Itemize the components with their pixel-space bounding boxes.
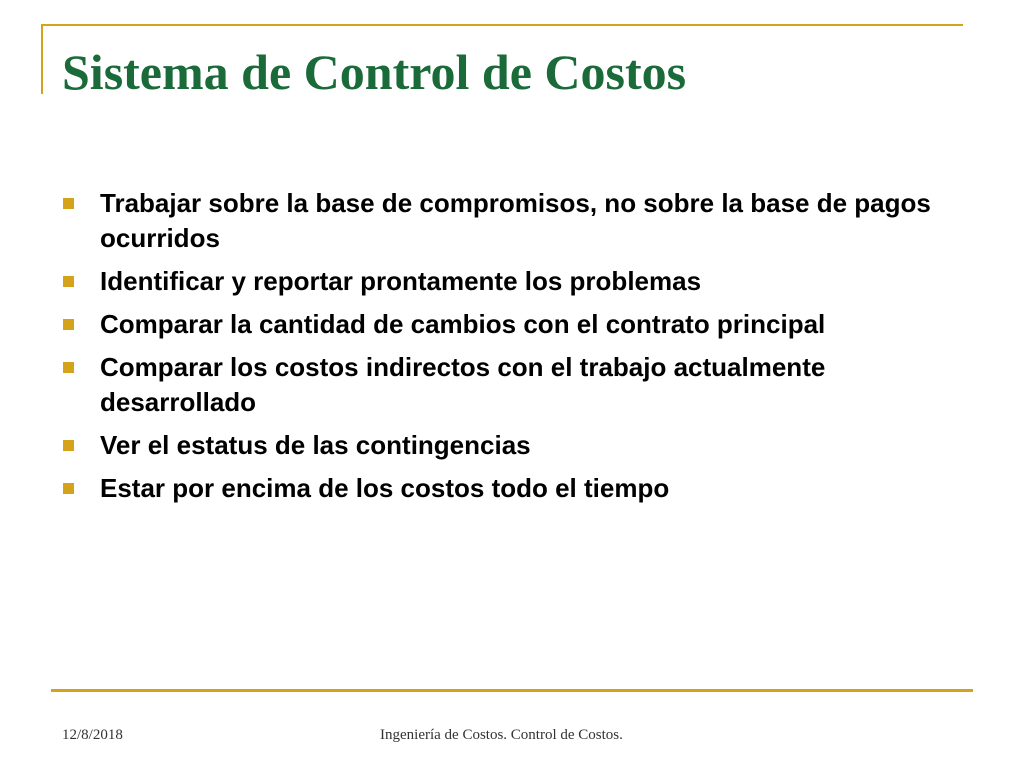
bullet-item xyxy=(62,350,972,420)
bullet-item xyxy=(62,471,972,506)
square-bullet-icon xyxy=(63,276,74,287)
square-bullet-icon xyxy=(63,319,74,330)
bullet-item xyxy=(62,186,972,256)
bullet-item xyxy=(62,264,972,299)
footer-caption: Ingeniería de Costos. Control de Costos. xyxy=(380,727,623,743)
bullet-text: Comparar los costos indirectos con el trabajo actualmente desarrollado xyxy=(100,352,826,417)
bullet-list xyxy=(62,186,972,514)
bullet-item xyxy=(62,428,972,463)
frame-top-border xyxy=(41,24,963,26)
frame-left-border xyxy=(41,24,43,94)
slide-title: Sistema de Control de Costos xyxy=(62,44,687,100)
square-bullet-icon xyxy=(63,362,74,373)
bullet-text: Ver el estatus de las contingencias xyxy=(100,430,531,460)
footer-divider xyxy=(51,689,973,692)
bullet-text: Identificar y reportar prontamente los problemas xyxy=(100,266,702,296)
square-bullet-icon xyxy=(63,198,74,209)
bullet-item xyxy=(62,307,972,342)
bullet-text: Comparar la cantidad de cambios con el contrato principal xyxy=(100,309,826,339)
bullet-text: Trabajar sobre la base de compromisos, no sobre la base de pagos ocurridos xyxy=(100,188,931,253)
bullet-text: Estar por encima de los costos todo el tiempo xyxy=(100,473,670,503)
square-bullet-icon xyxy=(63,483,74,494)
square-bullet-icon xyxy=(63,440,74,451)
footer-date: 12/8/2018 xyxy=(62,727,123,743)
